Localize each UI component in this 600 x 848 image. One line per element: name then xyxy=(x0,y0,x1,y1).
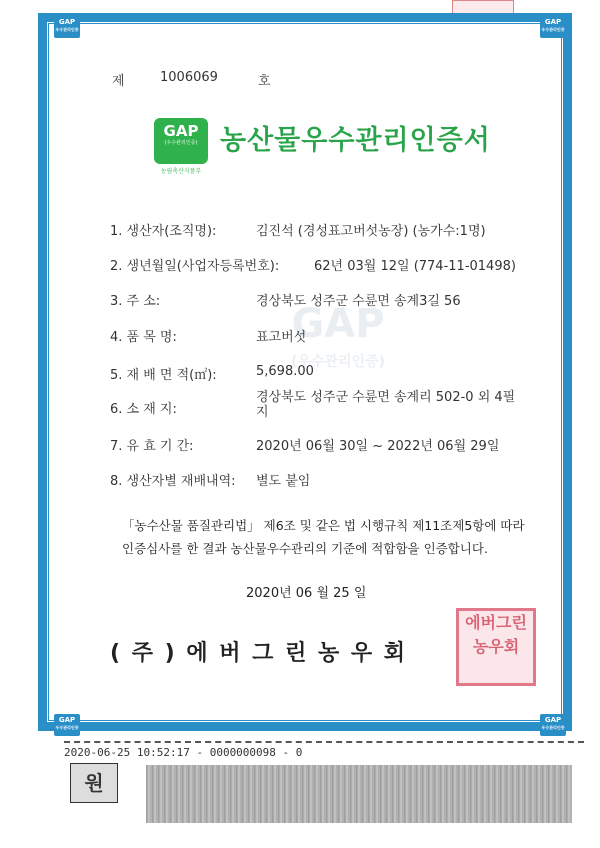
field-value: 5,698.00 xyxy=(256,364,314,379)
cert-no-prefix: 제 xyxy=(112,74,125,89)
field-value: 경상북도 성주군 수륜면 송계리 502-0 외 4필지 xyxy=(256,390,516,420)
field-row-location xyxy=(110,390,516,420)
field-label: 1. 생산자(조직명): xyxy=(110,224,217,239)
certificate-title: 농산물우수관리인증서 xyxy=(220,125,491,156)
field-label: 8. 생산자별 재배내역: xyxy=(110,474,236,489)
gap-corner-badge-br: GAP 우수관리인증 xyxy=(540,714,566,736)
footer-timestamp: 2020-06-25 10:52:17 - 0000000098 - 0 xyxy=(64,746,303,759)
field-value: 62년 03월 12일 (774-11-01498) xyxy=(314,259,516,274)
field-label: 3. 주 소: xyxy=(110,294,161,309)
gap-watermark: GAP (우수관리인증) xyxy=(291,301,385,370)
field-value: 표고버섯 xyxy=(256,330,307,345)
cert-no-suffix: 호 xyxy=(258,74,271,89)
field-value: 경상북도 성주군 수륜면 송계3길 56 xyxy=(256,294,461,309)
gap-corner-badge-tl: GAP 우수관리인증 xyxy=(54,16,80,38)
field-value: 2020년 06월 30일 ~ 2022년 06월 29일 xyxy=(256,439,500,454)
ministry-label: 농림축산식품부 xyxy=(160,168,202,175)
gap-corner-badge-bl: GAP 우수관리인증 xyxy=(54,714,80,736)
body-text-line-2: 인증심사를 한 결과 농산물우수관리의 기준에 적합함을 인증합니다. xyxy=(122,541,488,556)
footer-barcode xyxy=(146,765,572,823)
official-seal: 에버그린농우회 xyxy=(456,608,536,686)
field-row-producer xyxy=(110,220,486,239)
gap-logo-sub: (우수관리인증) xyxy=(164,140,198,146)
field-row-validity xyxy=(110,435,500,454)
gap-logo-text: GAP xyxy=(163,122,199,140)
field-row-cultivation xyxy=(110,470,311,489)
field-label: 4. 품 목 명: xyxy=(110,330,177,345)
field-row-item xyxy=(110,326,307,345)
body-text-line-1: 「농수산물 품질관리법」 제6조 및 같은 법 시행규칙 제11조제5항에 따라 xyxy=(122,518,525,533)
field-row-area xyxy=(110,364,314,383)
field-row-address xyxy=(110,290,461,309)
field-label: 2. 생년월일(사업자등록번호): xyxy=(110,259,280,274)
gap-corner-badge-tr: GAP 우수관리인증 xyxy=(540,16,566,38)
footer-divider xyxy=(64,741,584,743)
field-value: 김진석 (경성표고버섯농장) (농가수:1명) xyxy=(256,224,486,239)
gap-logo xyxy=(154,118,208,164)
field-value: 별도 붙임 xyxy=(256,474,311,489)
cert-no-number: 1006069 xyxy=(160,70,218,85)
issuer-name: ( 주 ) 에 버 그 린 농 우 회 xyxy=(110,641,408,666)
issue-date: 2020년 06 월 25 일 xyxy=(246,586,367,601)
field-label: 6. 소 재 지: xyxy=(110,402,177,417)
footer-seal: 원 xyxy=(70,763,118,803)
field-row-birthdate xyxy=(110,255,516,274)
field-label: 7. 유 효 기 간: xyxy=(110,439,194,454)
field-label: 5. 재 배 면 적(㎡): xyxy=(110,368,217,383)
